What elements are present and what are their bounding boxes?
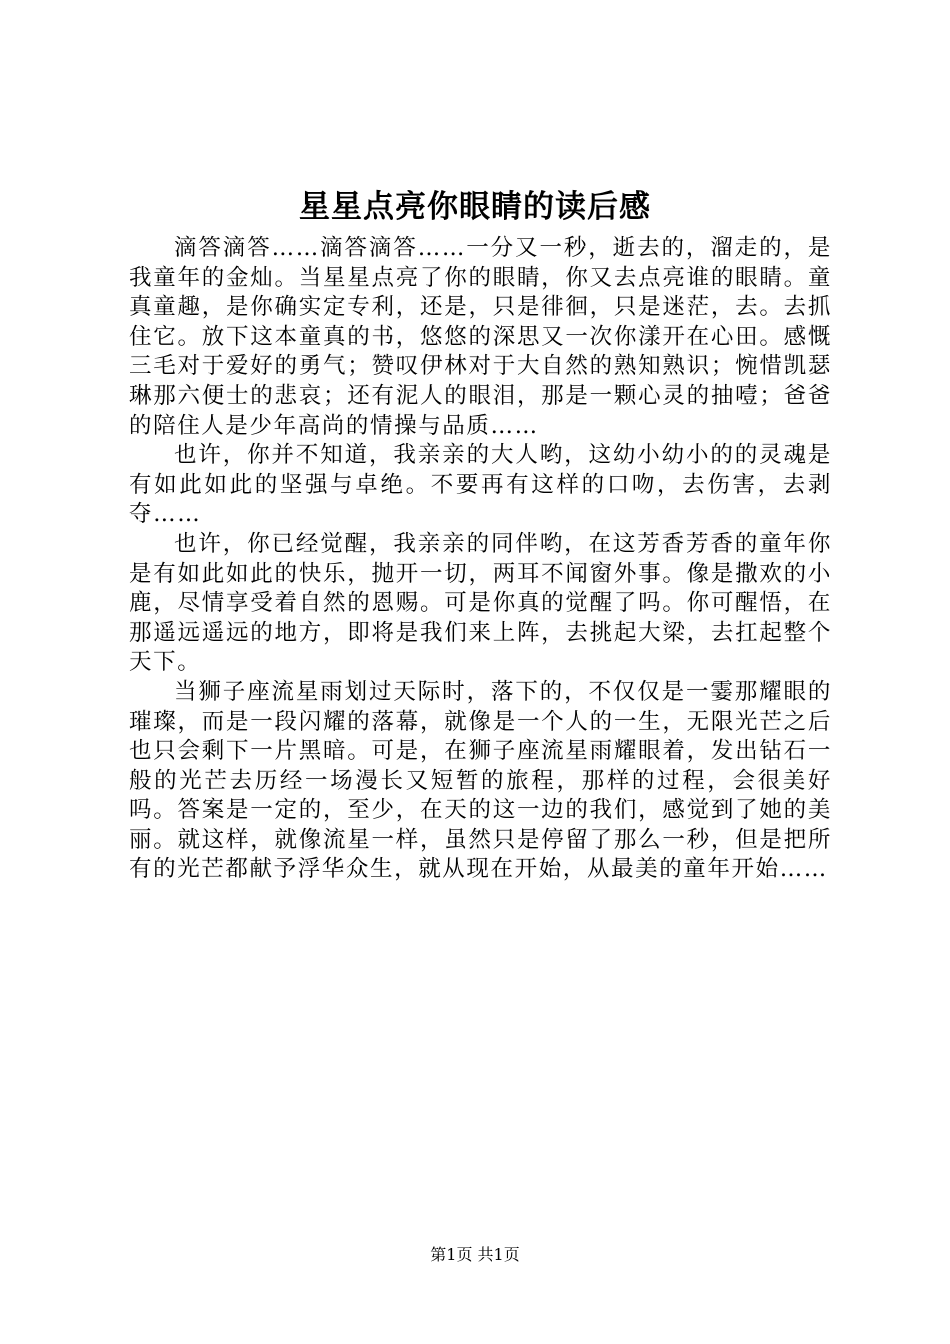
paragraph: 当狮子座流星雨划过天际时，落下的，不仅仅是一霎那耀眼的璀璨，而是一段闪耀的落幕，就像是一个人的一生，无限光芒之后也只会剩下一片黑暗。可是，在狮子座流星雨耀眼着，发出钻石一般的光芒去历经一场漫长又短暂的旅程，那样的过程，会很美好吗。答案是一定的，至少，在天的这一边的我们，感觉到了她的美丽。就这样，就像流星一样，虽然只是停留了那么一秒，但是把所有的光芒都献予浮华众生，就从现在开始，从最美的童年开始…… [129,678,832,883]
paragraph: 滴答滴答……滴答滴答……一分又一秒，逝去的，溜走的，是我童年的金灿。当星星点亮了你的眼睛，你又去点亮谁的眼睛。童真童趣，是你确实定专利，还是，只是徘徊，只是迷茫，去。去抓住它。放下这本童真的书，悠悠的深思又一次你漾开在心田。感慨三毛对于爱好的勇气；赞叹伊林对于大自然的熟知熟识；惋惜凯瑟琳那六便士的悲哀；还有泥人的眼泪，那是一颗心灵的抽噎；爸爸的陪住人是少年高尚的情操与品质…… [129,235,832,439]
paragraph: 也许，你已经觉醒，我亲亲的同伴哟，在这芳香芳香的童年你是有如此如此的快乐，抛开一切，两耳不闻窗外事。像是撒欢的小鹿，尽情享受着自然的恩赐。可是你真的觉醒了吗。你可醒悟，在那遥远遥远的地方，即将是我们来上阵，去挑起大梁，去扛起整个天下。 [129,530,832,676]
document-title: 星星点亮你眼睛的读后感 [299,189,651,225]
paragraph: 也许，你并不知道，我亲亲的大人哟，这幼小幼小的的灵魂是有如此如此的坚强与卓绝。不要再有这样的口吻，去伤害，去剥夺…… [129,442,832,528]
page-footer: 第1页 共1页 [430,1245,520,1264]
document-body [129,234,832,885]
